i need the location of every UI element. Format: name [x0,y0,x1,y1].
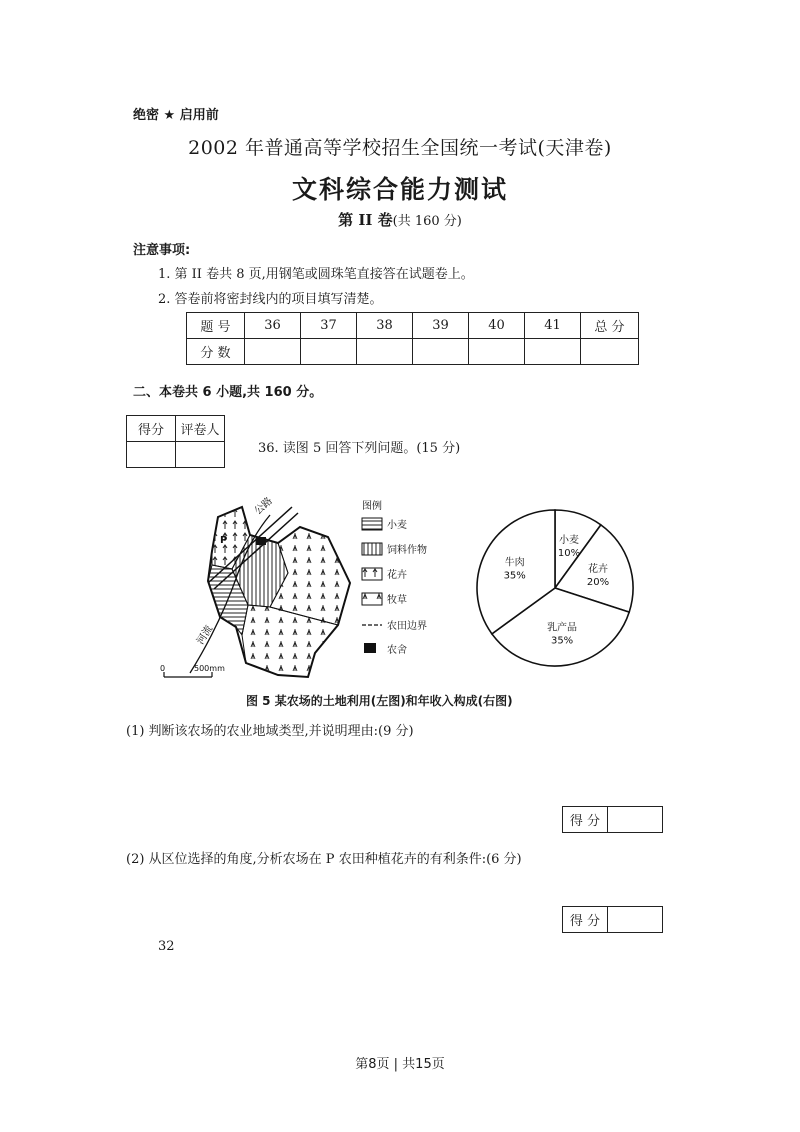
exam-title: 2002 年普通高等学校招生全国统一考试(天津卷) [188,137,612,159]
score-table-col-37: 37 [301,313,357,339]
notice-heading: 注意事项: [133,243,191,258]
question-36: 36. 读图 5 回答下列问题。(15 分) [258,441,461,456]
score-table-header-row [187,313,639,339]
secret-label: 绝密 ★ 启用前 [133,108,219,123]
score-table-total-label: 总 分 [581,313,639,339]
question-2: (2) 从区位选择的角度,分析农场在 P 农田种植花卉的有利条件:(6 分) [126,852,522,867]
pie-slice-name: 花卉 [588,564,609,576]
page-footer: 第8页 | 共15页 [355,1057,445,1072]
pie-slice-value: 35% [550,635,574,647]
pie-slice-name: 乳产品 [547,622,578,634]
question-1: (1) 判断该农场的农业地域类型,并说明理由:(9 分) [126,724,414,739]
score-cell[interactable] [245,339,301,365]
notice-item-1: 1. 第 II 卷共 8 页,用钢笔或圆珠笔直接答在试题卷上。 [158,267,474,282]
legend-flower-label: 花卉 [387,570,407,581]
score-table-col-38: 38 [357,313,413,339]
legend-fodder-swatch [362,543,382,555]
pie-slice-value: 10% [557,547,581,559]
legend-title: 图例 [362,501,382,512]
scale-zero: 0 [160,664,166,673]
score-box-2 [562,906,663,933]
grader-table [126,415,225,468]
score-cell[interactable] [357,339,413,365]
grader-score-cell[interactable] [127,442,176,468]
page-number: 32 [158,939,175,954]
pie-slice-value: 20% [586,577,610,589]
river-label: 河流 [195,623,216,647]
score-cell[interactable] [469,339,525,365]
score-cell[interactable] [581,339,639,365]
score-table-score-row [187,339,639,365]
score-box-1 [562,806,663,833]
score-box-input[interactable] [608,807,663,833]
score-table-row2-label: 分 数 [187,339,245,365]
farm-map [150,495,450,690]
score-table-col-40: 40 [469,313,525,339]
volume-points: (共 160 分) [392,214,462,229]
figure-caption: 图 5 某农场的土地利用(左图)和年收入构成(右图) [246,694,513,708]
road-label: 公路 [252,495,275,518]
legend-farmhouse-label: 农舍 [387,645,407,656]
legend-wheat-label: 小麦 [387,520,407,531]
score-table-row1-label: 题 号 [187,313,245,339]
main-title: 文科综合能力测试 [291,175,508,204]
score-table-col-36: 36 [245,313,301,339]
income-pie-chart [470,500,640,680]
section2-heading: 二、本卷共 6 小题,共 160 分。 [133,385,323,400]
score-cell[interactable] [301,339,357,365]
score-table [186,312,639,365]
pie-slice-value: 35% [503,570,526,582]
volume-title-text: 第 II 卷 [338,211,393,229]
volume-title [0,209,800,230]
score-box-label: 得 分 [563,907,608,933]
scale-end: 500mm [194,664,225,673]
grader-score-label: 得分 [127,416,176,442]
score-table-col-41: 41 [525,313,581,339]
legend-fodder-label: 饲料作物 [387,545,427,556]
legend-wheat-swatch [362,518,382,530]
pie-slice-name: 牛肉 [504,557,525,569]
farmhouse-marker [256,537,266,545]
grader-name-label: 评卷人 [176,416,225,442]
score-box-label: 得 分 [563,807,608,833]
score-cell[interactable] [413,339,469,365]
legend-pasture-swatch [362,593,382,605]
legend-flower-swatch [362,568,382,580]
legend-pasture-label: 牧草 [387,595,407,606]
score-cell[interactable] [525,339,581,365]
score-box-input[interactable] [608,907,663,933]
legend-boundary-label: 农田边界 [387,621,427,632]
p-label: P [220,535,228,546]
legend-farmhouse-swatch [364,643,376,653]
score-table-col-39: 39 [413,313,469,339]
grader-name-cell[interactable] [176,442,225,468]
pie-slice-name: 小麦 [558,534,579,546]
notice-item-2: 2. 答卷前将密封线内的项目填写清楚。 [158,292,383,307]
